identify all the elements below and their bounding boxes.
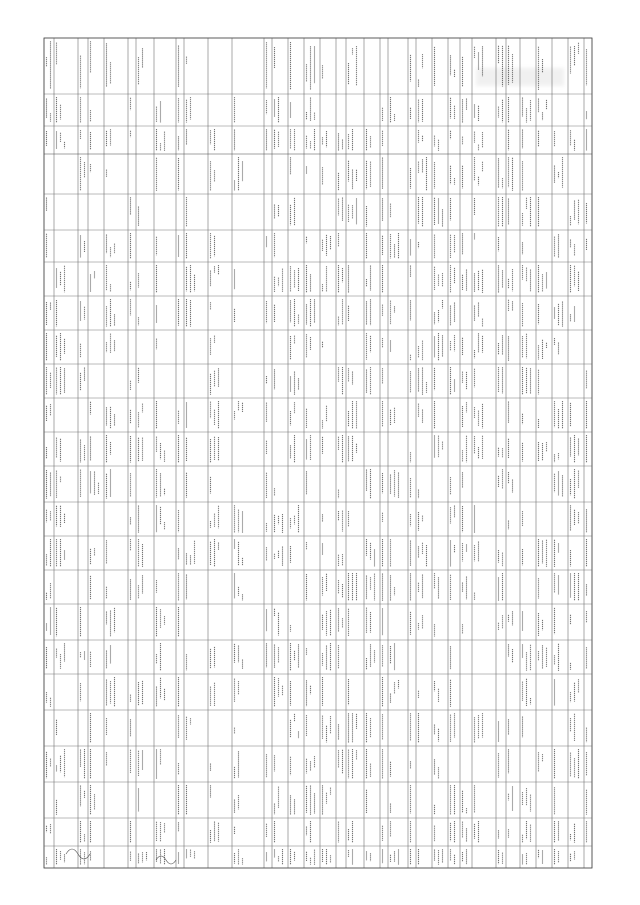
sheet-background [36,34,600,872]
rotated-table-sheet [36,34,600,872]
scan-artifact [476,68,564,86]
dense-rotated-table [36,34,600,872]
